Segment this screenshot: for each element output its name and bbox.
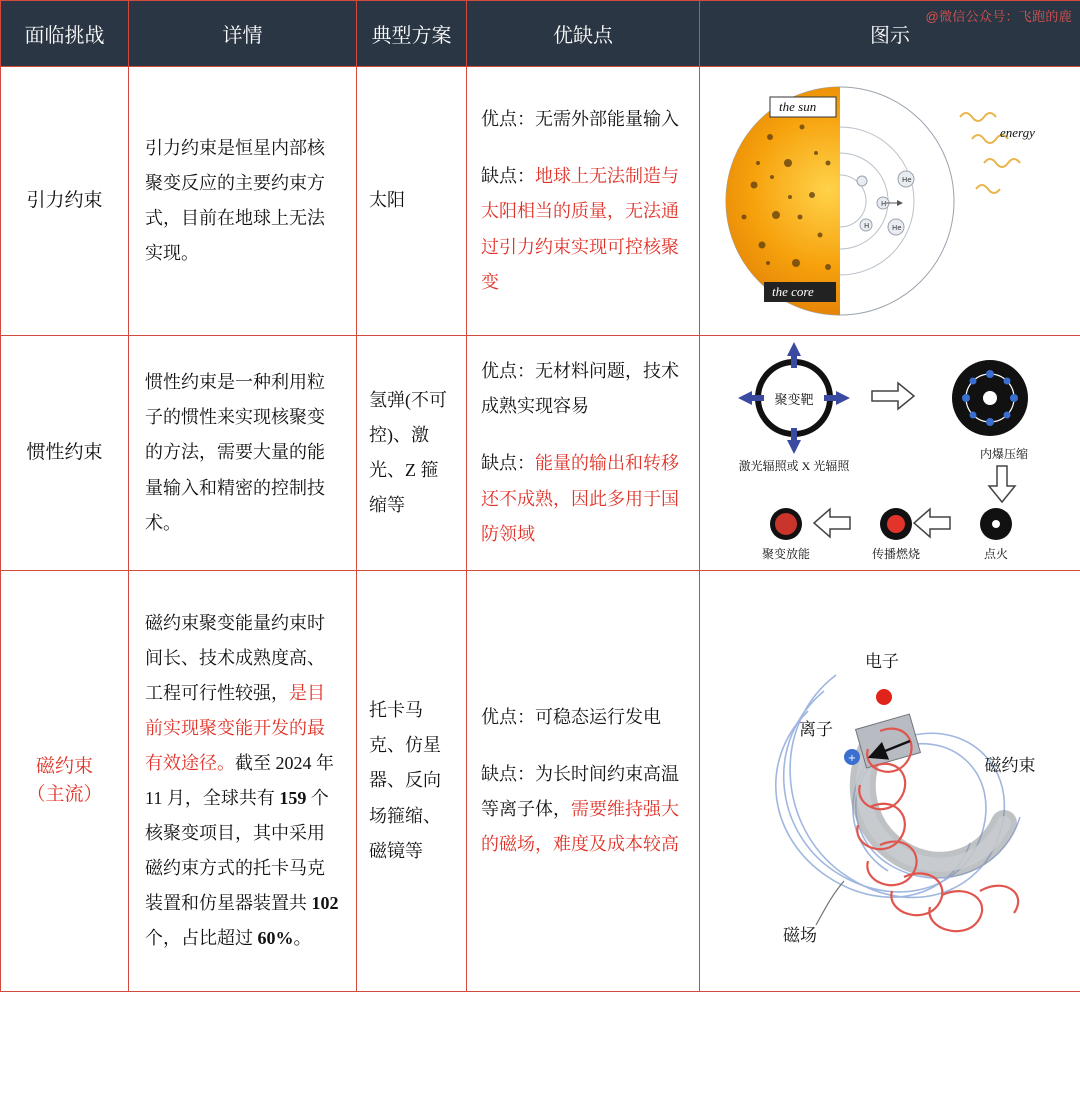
column-header-scheme: 典型方案 [357, 1, 467, 67]
cons-text: 为长时间约束高温等离子体， [481, 763, 679, 819]
watermark-text: @微信公众号：飞跑的鹿 [925, 9, 1072, 24]
row-figure-cell [700, 571, 1080, 992]
row-challenge-name: 引力约束 [1, 67, 129, 336]
cons-text-highlight: 需要维持强大的磁场，难度及成本较高 [481, 799, 679, 855]
detail-part: 。 [293, 928, 312, 949]
svg-text:聚变放能: 聚变放能 [761, 547, 811, 561]
row-figure-cell [700, 336, 1080, 571]
cons-line [481, 757, 685, 862]
row-challenge-name: 惯性约束 [1, 336, 129, 571]
svg-text:the sun: the sun [779, 99, 817, 114]
label-magnetic-confinement: 磁约束 [984, 756, 1036, 775]
svg-text:激光辐照或 X 光辐照: 激光辐照或 X 光辐照 [738, 459, 850, 473]
column-header-challenge: 面临挑战 [1, 1, 129, 67]
column-header-figure: 图示 [700, 1, 1080, 67]
pros-label: 优点： [481, 706, 535, 727]
row-scheme-text: 氢弹(不可控)、激光、Z 箍缩等 [357, 336, 467, 571]
table-row [1, 571, 1080, 992]
pros-text: 无材料问题，技术成熟实现容易 [481, 361, 679, 417]
detail-part: 磁约束聚变能量约束时间长、技术成熟度高、工程可行性较强， [145, 612, 325, 703]
svg-text:H: H [881, 200, 887, 208]
pros-text: 无需外部能量输入 [535, 109, 679, 130]
row-proscons-cell [467, 336, 700, 571]
magnetic-confinement-diagram [700, 571, 1080, 991]
row-proscons-cell [467, 571, 700, 992]
svg-text:the core: the core [772, 284, 814, 299]
table-body [1, 67, 1080, 992]
label-magnetic-field: 磁场 [783, 926, 817, 945]
cons-line [481, 446, 685, 551]
row-scheme-text: 太阳 [357, 67, 467, 336]
svg-text:传播燃烧: 传播燃烧 [871, 547, 921, 561]
row-challenge-name [1, 571, 129, 992]
detail-number-percent: 60% [257, 928, 294, 949]
cons-text: 能量的输出和转移还不成熟，因此多用于国防领域 [481, 453, 679, 544]
svg-text:聚变靶: 聚变靶 [774, 392, 814, 407]
label-electron: 电子 [865, 652, 899, 671]
pros-label: 优点： [481, 109, 535, 130]
svg-text:内爆压缩: 内爆压缩 [979, 447, 1029, 461]
cons-text: 地球上无法制造与太阳相当的质量，无法通过引力约束实现可控核聚变 [481, 166, 679, 292]
row-detail-text: 引力约束是恒星内部核聚变反应的主要约束方式，目前在地球上无法实现。 [129, 67, 357, 336]
inertial-confinement-diagram [700, 336, 1080, 570]
table-header [1, 1, 1080, 67]
row-figure-cell [700, 67, 1080, 336]
label-ion: 离子 [799, 720, 833, 739]
row-proscons-cell [467, 67, 700, 336]
spacer [481, 735, 685, 757]
detail-number-devices: 102 [311, 893, 339, 914]
svg-text:+: + [847, 753, 857, 764]
cons-label: 缺点： [481, 453, 535, 474]
row-detail-text [129, 571, 357, 992]
detail-part-highlight: 是目前实现聚变能开发的最有效途径。 [145, 682, 325, 773]
table-row [1, 336, 1080, 571]
detail-part: 个核聚变项目，其中采用磁约束方式的托卡马克装置和仿星器装置共 [145, 788, 329, 914]
svg-text:H: H [864, 222, 870, 230]
svg-text:He: He [902, 176, 912, 184]
svg-text:He: He [892, 224, 902, 232]
cons-line [481, 159, 685, 299]
inertial-diagram-svg [704, 336, 1076, 570]
row-scheme-text: 托卡马克、仿星器、反向场箍缩、磁镜等 [357, 571, 467, 992]
pros-text: 可稳态运行发电 [535, 706, 661, 727]
svg-text:点火: 点火 [983, 547, 1009, 561]
spacer [481, 424, 685, 446]
sun-diagram-svg [710, 67, 1070, 335]
pros-line [481, 102, 685, 137]
row-challenge-name-line1: 磁约束 [35, 755, 93, 777]
row-detail-text: 惯性约束是一种利用粒子的惯性来实现核聚变的方法，需要大量的能量输入和精密的控制技术。 [129, 336, 357, 571]
cons-label: 缺点： [481, 166, 535, 187]
row-challenge-name-line2: （主流） [26, 784, 103, 805]
spacer [481, 137, 685, 159]
cons-label: 缺点： [481, 763, 535, 784]
table-row [1, 67, 1080, 336]
sun-gravity-confinement-diagram [700, 67, 1080, 335]
pros-line [481, 354, 685, 424]
detail-part: 个，占比超过 [145, 928, 258, 949]
pros-label: 优点： [481, 361, 535, 382]
pros-line [481, 700, 685, 735]
svg-text:energy: energy [1000, 125, 1035, 140]
table-header-row [1, 1, 1080, 67]
detail-part: 截至 2024 年 11 月，全球共有 [145, 752, 334, 808]
detail-number-projects: 159 [279, 788, 307, 808]
column-header-detail: 详情 [129, 1, 357, 67]
column-header-proscons: 优缺点 [467, 1, 700, 67]
magnetic-diagram-svg [704, 571, 1076, 991]
